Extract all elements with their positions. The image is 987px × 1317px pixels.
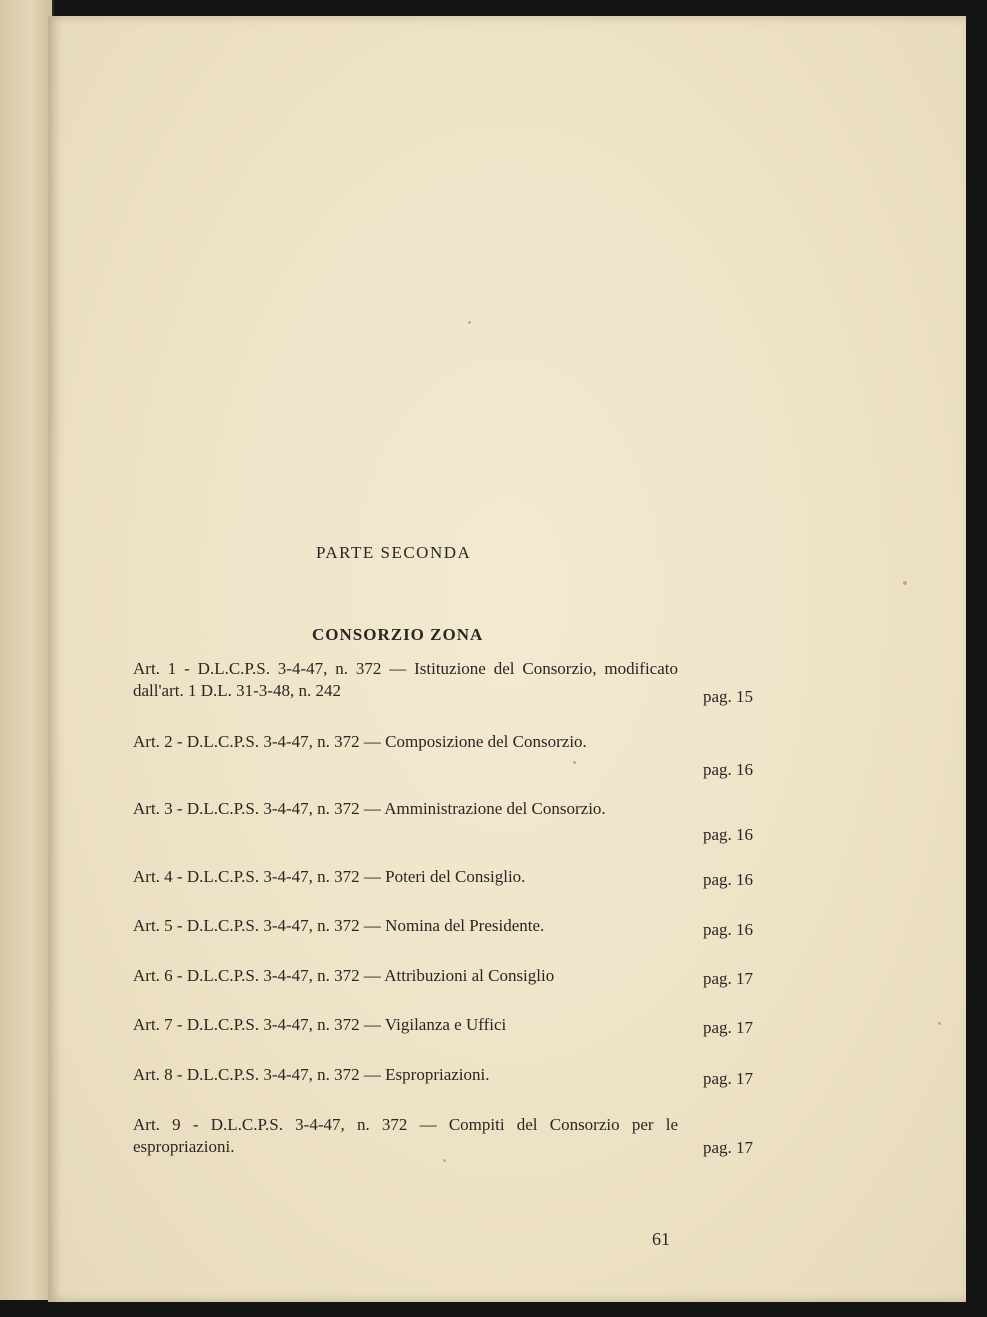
paper-speck <box>938 1022 941 1025</box>
toc-entry-page-ref: pag. 17 <box>703 969 754 988</box>
paper-speck <box>443 1159 446 1162</box>
toc-entry-text: Art. 8 - D.L.C.P.S. 3-4-47, n. 372 — Espropriazioni. <box>133 1065 490 1084</box>
toc-entry-5 <box>133 915 773 937</box>
toc-entry-text: Art. 1 - D.L.C.P.S. 3-4-47, n. 372 — Istituzione del Consorzio, modificato dall'art. 1 D.L. 31-3-48, n. 242 <box>133 659 678 700</box>
section-title: CONSORZIO ZONA <box>312 625 484 644</box>
toc-entry-4 <box>133 866 773 888</box>
toc-entry-page-ref: pag. 17 <box>703 1069 754 1088</box>
toc-entry-6 <box>133 965 773 987</box>
toc-entry-7 <box>133 1014 773 1036</box>
toc-entry-page-ref: pag. 16 <box>703 825 754 844</box>
toc-entry-text: Art. 2 - D.L.C.P.S. 3-4-47, n. 372 — Composizione del Consorzio. <box>133 732 587 751</box>
toc-entry-page-ref: pag. 15 <box>703 687 754 706</box>
toc-entry-2 <box>133 731 773 779</box>
paper-speck <box>573 761 576 764</box>
toc-entry-text: Art. 5 - D.L.C.P.S. 3-4-47, n. 372 — Nomina del Presidente. <box>133 916 545 935</box>
toc-entry-page-ref: pag. 17 <box>703 1138 754 1157</box>
page-number: 61 <box>652 1229 670 1249</box>
toc-entry-text: Art. 7 - D.L.C.P.S. 3-4-47, n. 372 — Vigilanza e Uffici <box>133 1015 507 1034</box>
toc-entry-9 <box>133 1114 773 1158</box>
toc-entry-page-ref: pag. 16 <box>703 760 754 779</box>
facing-page-edge <box>0 0 54 1300</box>
toc-entry-page-ref: pag. 16 <box>703 870 754 889</box>
toc-entry-8 <box>133 1064 773 1086</box>
toc-entry-text: Art. 6 - D.L.C.P.S. 3-4-47, n. 372 — Attribuzioni al Consiglio <box>133 966 555 985</box>
toc-entry-1 <box>133 658 773 706</box>
toc-entry-3 <box>133 798 773 844</box>
book-page <box>48 16 966 1302</box>
toc-entry-text: Art. 9 - D.L.C.P.S. 3-4-47, n. 372 — Compiti del Consorzio per le espropriazioni. <box>133 1115 678 1156</box>
part-title: PARTE SECONDA <box>316 543 472 562</box>
paper-speck <box>903 581 907 585</box>
toc-entry-page-ref: pag. 17 <box>703 1018 754 1037</box>
toc-entry-text: Art. 4 - D.L.C.P.S. 3-4-47, n. 372 — Poteri del Consiglio. <box>133 867 526 886</box>
toc-entry-page-ref: pag. 16 <box>703 920 754 939</box>
toc-entry-text: Art. 3 - D.L.C.P.S. 3-4-47, n. 372 — Amministrazione del Consorzio. <box>133 799 606 818</box>
paper-speck <box>468 321 471 324</box>
